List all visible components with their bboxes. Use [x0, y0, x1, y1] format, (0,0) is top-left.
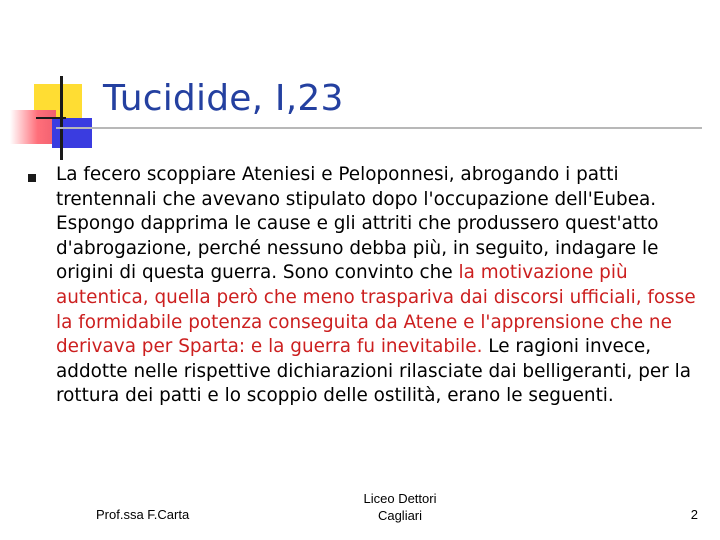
square-bullet-icon	[28, 174, 36, 182]
footer-school	[320, 490, 480, 524]
body-paragraph	[56, 163, 700, 409]
footer-author: Prof.ssa F.Carta	[96, 507, 190, 522]
blue-square-shape	[52, 118, 92, 148]
footer-school-name: Liceo Dettori	[363, 491, 437, 506]
title-underline-rule	[56, 127, 702, 129]
logo-horizontal-rule	[36, 117, 66, 119]
footer-school-city: Cagliari	[377, 508, 423, 523]
body-text-conclusion: Le ragioni invece, addotte nelle rispettive dichiarazioni rilasciate dai belligeranti, per la rottura dei patti e lo scoppio delle ostilità, erano le seguenti.	[56, 336, 691, 407]
red-square-shape	[10, 110, 56, 144]
slide-logo-decoration	[0, 0, 120, 170]
body-text-highlight: la motivazione più autentica, quella però che meno traspariva dai discorsi ufficiali, fosse la formidabile potenza conseguita da Atene e l'apprensione che ne derivava per Sparta: e la guerra fu inevitabile.	[56, 262, 696, 358]
body-text-intro: La fecero scoppiare Ateniesi e Peloponnesi, abrogando i patti trentennali che avevano stipulato dopo l'occupazione dell'Eubea. Espongo dapprima le cause e gli attriti che produssero quest'atto d'abrogazione, perché nessuno debba più, in seguito, indagare le origini di questa guerra. Sono convinto che	[56, 164, 659, 284]
page-number: 2	[690, 507, 698, 522]
slide-title: Tucidide, I,23	[103, 78, 344, 119]
